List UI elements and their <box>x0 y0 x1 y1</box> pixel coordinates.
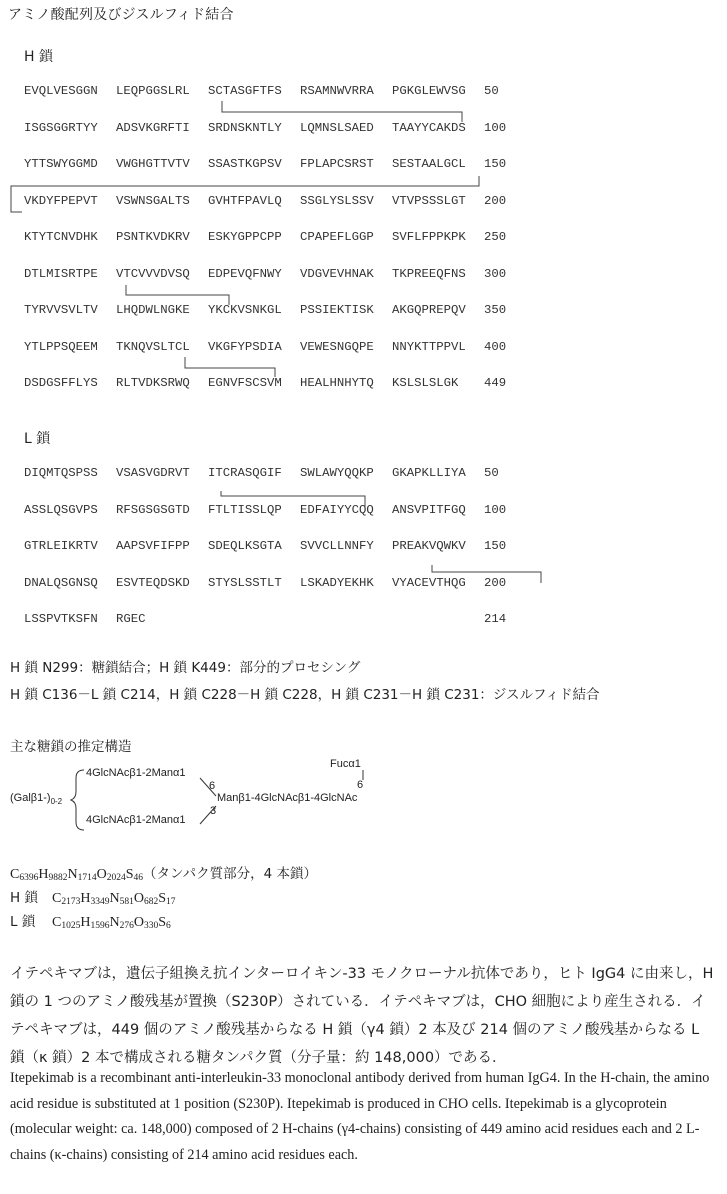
heavy-sequence-position-number: 150 <box>484 157 507 171</box>
formula-h-value <box>52 891 176 906</box>
note-disulfide-bonds: H 鎖 C136－L 鎖 C214，H 鎖 C228－H 鎖 C228，H 鎖 C231－H 鎖 C231：ジスルフィド結合 <box>10 687 600 703</box>
light-sequence-residue-group: ESVTEQDSKD <box>116 575 190 590</box>
light-sequence-residue-group: GTRLEIKRTV <box>24 539 98 553</box>
formula-element: O <box>96 867 107 882</box>
light-sequence-residue-group: SWLAWYQQKP <box>300 466 374 480</box>
heavy-sequence-residue-group: RLTVDKSRWQ <box>116 376 190 390</box>
light-sequence-residue-group: RGEC <box>116 612 146 626</box>
formula-count: 1714 <box>77 873 97 883</box>
light-sequence-residue-group: SVVCLLNNFY <box>300 539 374 553</box>
formula-count: 1025 <box>61 921 81 931</box>
heavy-sequence-residue-group: PSNTKVDKRV <box>116 230 190 244</box>
heavy-sequence-residue-group: TKPREEQFNS <box>392 266 466 281</box>
formula-total-note: （タンパク質部分，4 本鎖） <box>143 866 317 882</box>
page-title: アミノ酸配列及びジスルフィド結合 <box>8 7 234 23</box>
glycan-fucose-position: 6 <box>357 779 364 791</box>
formula-element: C <box>52 891 62 906</box>
glycan-fucose: Fucα1 <box>330 758 361 770</box>
heavy-sequence-residue-group: VKDYFPEPVT <box>24 193 98 208</box>
light-sequence-residue-group: STYSLSSTLT <box>208 575 282 590</box>
heavy-sequence-residue-group: SSASTKGPSV <box>208 157 282 171</box>
heavy-sequence-residue-group: ADSVKGRFTI <box>116 120 190 135</box>
disulfide-h369-h427 <box>185 357 275 377</box>
formula-count: 17 <box>166 897 176 907</box>
heavy-sequence-residue-group: YKCKVSNKGL <box>208 303 282 317</box>
heavy-sequence-residue-group: KSLSLSLGK <box>392 376 459 390</box>
formula-count: 682 <box>143 897 159 907</box>
light-sequence-residue-group: SDEQLKSGTA <box>208 539 282 553</box>
heavy-sequence-residue-group: NNYKTTPPVL <box>392 339 466 354</box>
formula-element: N <box>109 891 120 906</box>
heavy-sequence-residue-group: DSDGSFFLYS <box>24 376 98 390</box>
heavy-sequence-residue-group: EVQLVESGGN <box>24 84 98 98</box>
glycan-brace <box>71 770 84 830</box>
formula-element: H <box>80 915 91 930</box>
heavy-sequence-residue-group: VSWNSGALTS <box>116 193 190 208</box>
formula-element: S <box>158 915 167 930</box>
light-sequence-position-number: 100 <box>484 502 507 517</box>
glycan-pos-upper: 6 <box>209 780 216 792</box>
disulfide-h149-h205 <box>11 176 479 212</box>
heavy-sequence-residue-group: PGKGLEWVSG <box>392 84 466 98</box>
formula-h <box>10 886 176 907</box>
heavy-sequence-position-number: 300 <box>484 266 507 281</box>
formula-count: 6396 <box>19 873 39 883</box>
formula-element: O <box>133 915 144 930</box>
heavy-sequence-residue-group: VWGHGTTVTV <box>116 157 190 171</box>
formula-l-value <box>52 915 171 930</box>
heavy-sequence-position-number: 350 <box>484 303 507 317</box>
heavy-sequence-residue-group: TYRVVSVLTV <box>24 303 98 317</box>
heavy-sequence-position-number: 250 <box>484 230 507 244</box>
heavy-sequence-residue-group: TKNQVSLTCL <box>116 339 190 354</box>
heavy-sequence-residue-group: EDPEVQFNWY <box>208 266 282 281</box>
heavy-sequence-position-number: 400 <box>484 339 507 354</box>
light-sequence-residue-group: FTLTISSLQP <box>208 502 282 517</box>
heavy-sequence-position-number: 449 <box>484 376 507 390</box>
heavy-sequence-residue-group: ISGSGGRTYY <box>24 120 98 135</box>
light-sequence-residue-group: ASSLQSGVPS <box>24 502 98 517</box>
heavy-chain-label: H 鎖 <box>24 49 53 65</box>
formula-l <box>10 910 171 931</box>
heavy-sequence-residue-group: ESKYGPPCPP <box>208 230 282 244</box>
light-sequence-residue-group: VYACEVTHQG <box>392 575 466 590</box>
heavy-sequence-residue-group: SVFLFPPKPK <box>392 230 466 244</box>
heavy-sequence-residue-group: LQMNSLSAED <box>300 120 374 135</box>
formula-count: 330 <box>143 921 159 931</box>
formula-total <box>10 862 317 883</box>
heavy-sequence-residue-group: VTCVVVDVSQ <box>116 266 190 281</box>
heavy-sequence-residue-group: RSAMNWVRRA <box>300 84 374 98</box>
light-sequence-residue-group: LSSPVTKSFN <box>24 612 98 626</box>
formula-element: S <box>125 867 134 882</box>
formula-element: C <box>52 915 62 930</box>
description-english: Itepekimab is a recombinant anti-interleukin-33 monoclonal antibody derived from human IgG4. In the H-chain, the amino acid residue is substituted at 1 position (S230P). Itepekimab is produced in CHO cells. Itepekimab is a glycoprotein (molecular weight: ca. 148,000) composed of 2 H-chains (γ4-chains) consisting of 449 amino acid residues each and 2 L-chains (κ-chains) consisting of 214 amino acid residues each. <box>10 1070 710 1163</box>
light-sequence-residue-group: RFSGSGSGTD <box>116 502 190 517</box>
heavy-sequence-residue-group: FPLAPCSRST <box>300 157 374 171</box>
note-glycosylation: H 鎖 N299：糖鎖結合；H 鎖 K449：部分的プロセシング <box>10 660 361 676</box>
formula-l-label: L 鎖 <box>10 914 36 930</box>
heavy-sequence-residue-group: GVHTFPAVLQ <box>208 193 282 208</box>
glycan-heading: 主な糖鎖の推定構造 <box>10 739 132 755</box>
formula-element: N <box>67 867 78 882</box>
light-sequence-position-number: 214 <box>484 612 507 626</box>
disulfide-h22-h96 <box>222 101 462 122</box>
heavy-sequence-residue-group: VDGVEVHNAK <box>300 266 374 281</box>
heavy-sequence-residue-group: DTLMISRTPE <box>24 266 98 281</box>
formula-count: 46 <box>133 873 144 883</box>
heavy-sequence-residue-group: LEQPGGSLRL <box>116 84 190 98</box>
heavy-sequence-position-number: 50 <box>484 84 499 98</box>
heavy-sequence-residue-group: LHQDWLNGKE <box>116 303 190 317</box>
light-sequence-position-number: 200 <box>484 575 507 590</box>
light-sequence-residue-group: AAPSVFIFPP <box>116 539 190 553</box>
heavy-sequence-residue-group: PSSIEKTISK <box>300 303 374 317</box>
glycan-arm-lower: 4GlcNAcβ1-2Manα1 <box>86 814 186 826</box>
formula-element: S <box>158 891 167 906</box>
formula-h-label: H 鎖 <box>10 890 38 906</box>
heavy-sequence-residue-group: YTTSWYGGMD <box>24 157 98 171</box>
formula-count: 6 <box>166 921 171 931</box>
heavy-sequence-residue-group: YTLPPSQEEM <box>24 339 98 354</box>
formula-element: O <box>133 891 144 906</box>
formula-count: 3349 <box>90 897 110 907</box>
light-sequence-residue-group: GKAPKLLIYA <box>392 466 466 480</box>
heavy-sequence-residue-group: SCTASGFTFS <box>208 84 282 98</box>
formula-count: 1596 <box>90 921 110 931</box>
light-sequence-position-number: 150 <box>484 539 507 553</box>
light-chain-label: L 鎖 <box>24 431 51 447</box>
light-sequence-residue-group: VSASVGDRVT <box>116 466 190 480</box>
disulfide-l134-l194 <box>432 565 541 583</box>
disulfide-h263-h323 <box>126 285 229 305</box>
glycan-arm-upper: 4GlcNAcβ1-2Manα1 <box>86 767 186 779</box>
formula-element: C <box>10 867 20 882</box>
glycan-pos-lower: 3 <box>210 805 217 817</box>
glycan-core: Manβ1-4GlcNAcβ1-4GlcNAc <box>217 792 358 804</box>
formula-count: 9882 <box>48 873 68 883</box>
heavy-sequence-residue-group: VTVPSSSLGT <box>392 193 466 208</box>
description-japanese: イテペキマブは，遺伝子組換え抗インターロイキン-33 モノクローナル抗体であり，ヒト IgG4 に由来し，H 鎖の 1 つのアミノ酸残基が置換（S230P）されている．イテペキマブは，CHO 細胞により産生される．イテペキマブは，449 個のアミノ酸残基からなる H 鎖（γ4 鎖）2 本及び 214 個のアミノ酸残基からなる L 鎖（κ 鎖）2 本で構成される糖タンパク質（分子量：約 148,000）である． <box>10 966 714 1066</box>
heavy-sequence-residue-group: VKGFYPSDIA <box>208 339 282 354</box>
formula-count: 2173 <box>61 897 81 907</box>
formula-count: 276 <box>119 921 134 931</box>
disulfide-l23-l88 <box>221 491 365 508</box>
light-sequence-residue-group: DIQMTQSPSS <box>24 466 98 480</box>
heavy-sequence-residue-group: HEALHNHYTQ <box>300 376 374 390</box>
light-sequence-residue-group: LSKADYEKHK <box>300 575 374 590</box>
heavy-sequence-residue-group: AKGQPREPQV <box>392 303 466 317</box>
light-sequence-residue-group: PREAKVQWKV <box>392 539 466 553</box>
light-sequence-residue-group: ITCRASQGIF <box>208 466 282 480</box>
formula-count: 2024 <box>106 873 126 883</box>
light-sequence-residue-group: EDFAIYYCQQ <box>300 502 374 517</box>
light-sequence-residue-group: DNALQSGNSQ <box>24 575 98 590</box>
heavy-sequence-residue-group: SSGLYSLSSV <box>300 193 374 208</box>
glycan-prefix: $(Gal\beta 1-)_{0-2}$ <box>10 792 63 807</box>
heavy-sequence-position-number: 100 <box>484 120 507 135</box>
heavy-sequence-residue-group: KTYTCNVDHK <box>24 230 98 244</box>
formula-element: H <box>38 867 49 882</box>
light-sequence-residue-group: ANSVPITFGQ <box>392 502 466 517</box>
heavy-sequence-residue-group: TAAYYCAKDS <box>392 120 466 135</box>
heavy-sequence-residue-group: CPAPEFLGGP <box>300 230 374 244</box>
heavy-sequence-residue-group: EGNVFSCSVM <box>208 376 282 390</box>
heavy-sequence-residue-group: VEWESNGQPE <box>300 339 374 354</box>
light-sequence-position-number: 50 <box>484 466 499 480</box>
formula-count: 581 <box>119 897 134 907</box>
heavy-sequence-residue-group: SRDNSKNTLY <box>208 120 282 135</box>
formula-element: N <box>109 915 120 930</box>
heavy-sequence-position-number: 200 <box>484 193 507 208</box>
formula-element: H <box>80 891 91 906</box>
formula-total-value <box>10 867 143 882</box>
heavy-sequence-residue-group: SESTAALGCL <box>392 157 466 171</box>
